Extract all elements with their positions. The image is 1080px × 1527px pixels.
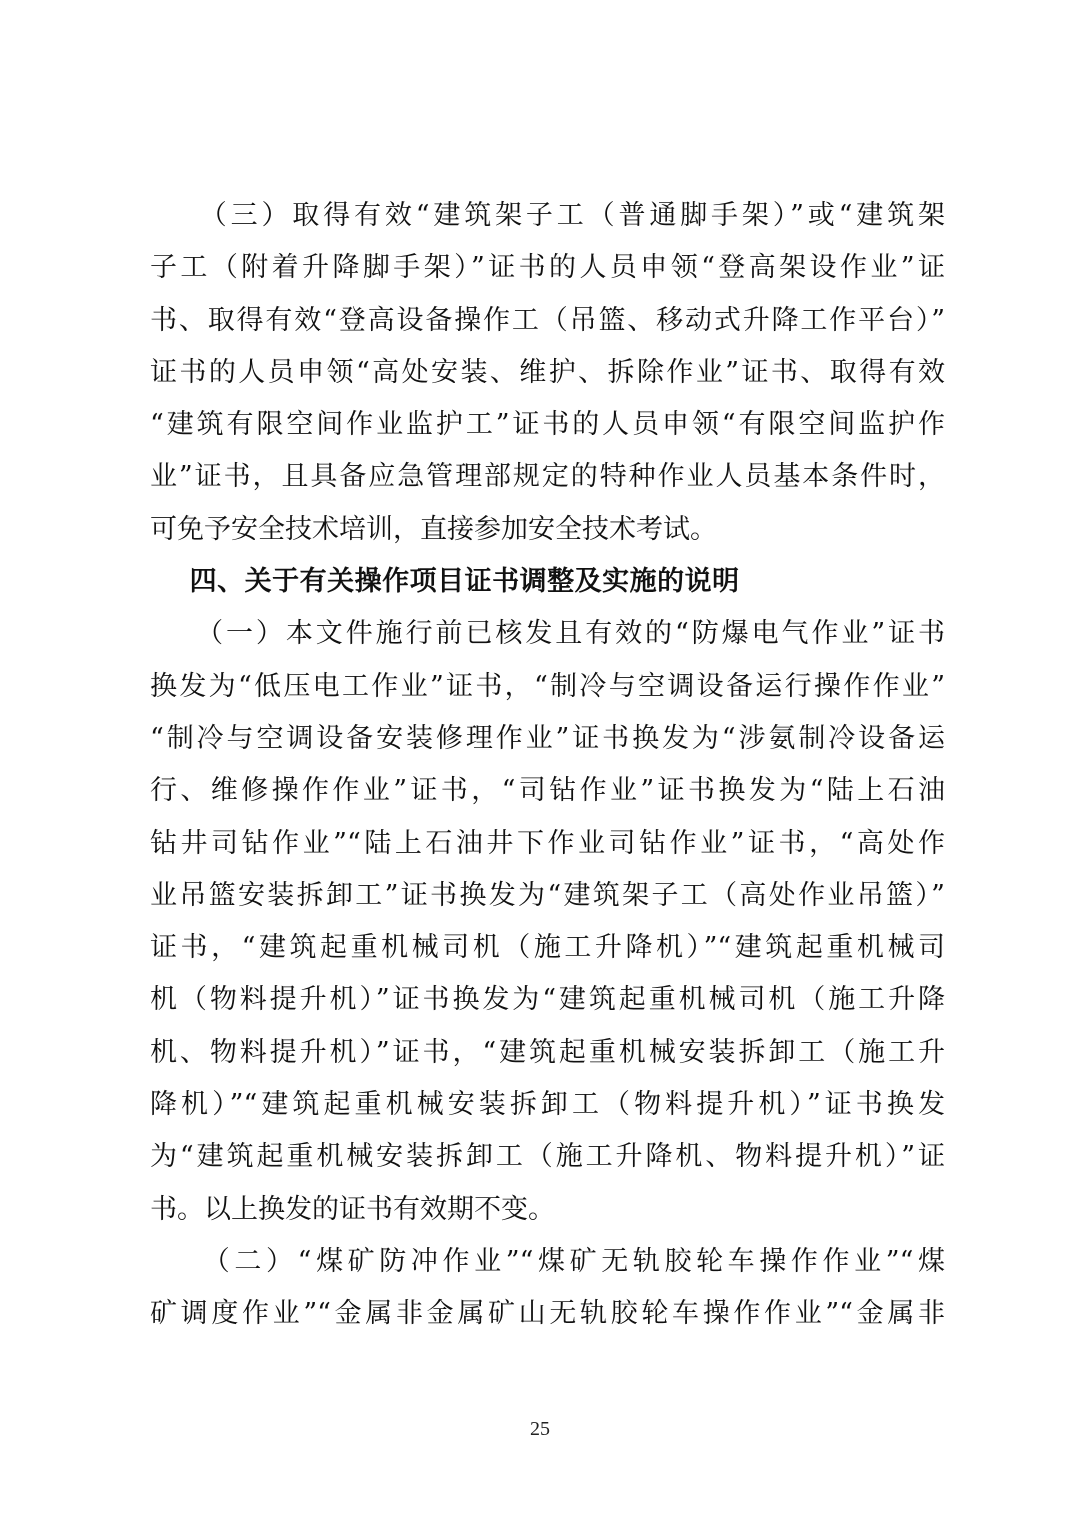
text-line: 证书，“建筑起重机械司机（施工升降机）”“建筑起重机械司 — [150, 932, 945, 964]
text-line: （三）取得有效“建筑架子工（普通脚手架）”或“建筑架 — [150, 200, 945, 231]
text-line: 书、取得有效“登高设备操作工（吊篮、移动式升降工作平台）” — [150, 304, 945, 336]
text-line: 换发为“低压电工作业”证书，“制冷与空调设备运行操作作业” — [150, 670, 945, 702]
text-line: （二）“煤矿防冲作业”“煤矿无轨胶轮车操作作业”“煤 — [150, 1245, 945, 1277]
text-line: 书。以上换发的证书有效期不变。 — [150, 1193, 555, 1225]
text-line: 子工（附着升降脚手架）”证书的人员申领“登高架设作业”证 — [150, 252, 945, 284]
text-line: “建筑有限空间作业监护工”证书的人员申领“有限空间监护作 — [150, 409, 945, 441]
text-line: 行、维修操作作业”证书，“司钻作业”证书换发为“陆上石油 — [150, 775, 945, 807]
text-line: 可免予安全技术培训，直接参加安全技术考试。 — [150, 513, 717, 545]
text-line: 钻井司钻作业”“陆上石油井下作业司钻作业”证书，“高处作 — [150, 827, 945, 859]
text-line: （一）本文件施行前已核发且有效的“防爆电气作业”证书 — [150, 618, 945, 650]
document-body — [150, 190, 945, 1341]
text-line: 业”证书，且具备应急管理部规定的特种作业人员基本条件时， — [150, 461, 945, 493]
text-line: “制冷与空调设备安装修理作业”证书换发为“涉氨制冷设备运 — [150, 722, 945, 754]
text-line: 机（物料提升机）”证书换发为“建筑起重机械司机（施工升降 — [150, 984, 945, 1016]
text-line: 降机）”“建筑起重机械安装拆卸工（物料提升机）”证书换发 — [150, 1089, 945, 1121]
text-line: 矿调度作业”“金属非金属矿山无轨胶轮车操作作业”“金属非 — [150, 1298, 945, 1330]
text-line: 证书的人员申领“高处安装、维护、拆除作业”证书、取得有效 — [150, 356, 945, 388]
text-line: 为“建筑起重机械安装拆卸工（施工升降机、物料提升机）”证 — [150, 1141, 945, 1173]
text-line: 机、物料提升机）”证书，“建筑起重机械安装拆卸工（施工升 — [150, 1036, 945, 1068]
text-line: 业吊篮安装拆卸工”证书换发为“建筑架子工（高处作业吊篮）” — [150, 879, 945, 911]
page-number: 25 — [530, 1418, 550, 1440]
section-heading: 四、关于有关操作项目证书调整及实施的说明 — [150, 566, 740, 598]
